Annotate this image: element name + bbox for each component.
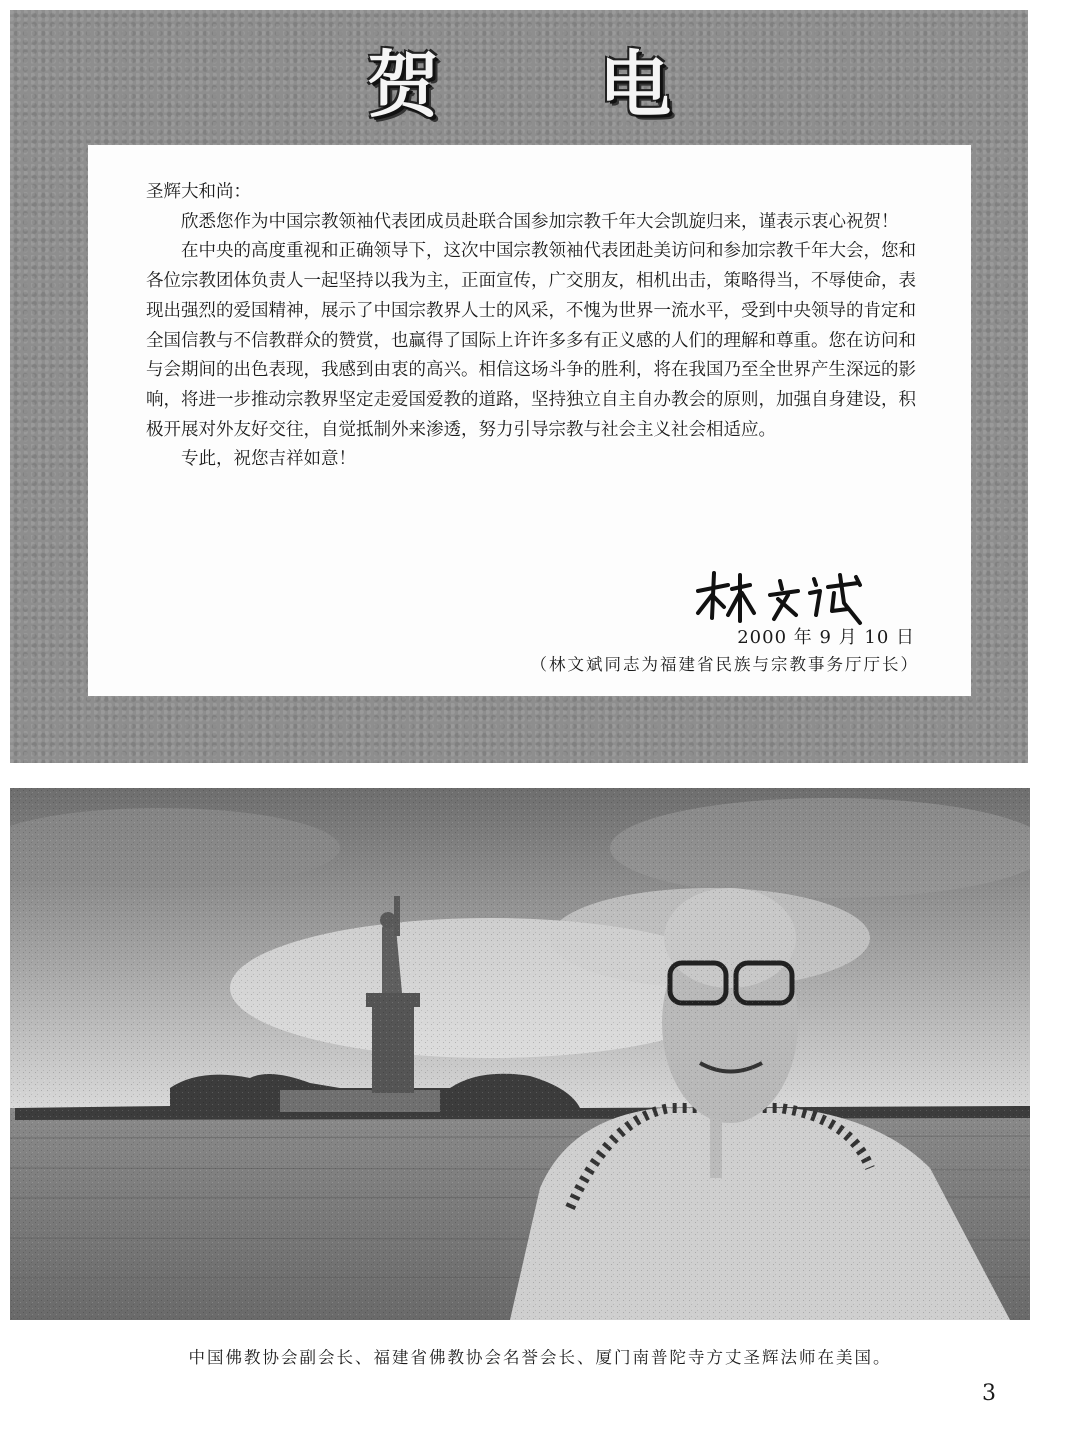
heading-char-he: 贺 [366,43,439,127]
letter-paragraph-3: 专此，祝您吉祥如意！ [181,449,356,470]
signer-note: （林文斌同志为福建省民族与宗教事务厅厅长） [530,655,919,674]
letter-salutation: 圣辉大和尚： [146,182,251,202]
letter-body [146,178,926,475]
photo-caption: 中国佛教协会副会长、福建省佛教协会名誉会长、厦门南普陀寺方丈圣辉法师在美国。 [188,1348,892,1367]
page-heading [10,43,1028,127]
heading-char-dian: 电 [599,43,672,127]
photo-statue-of-liberty-monk [10,788,1030,1320]
letter-date: 2000 年 9 月 10 日 [737,627,915,648]
letter-paragraph-1: 欣悉您作为中国宗教领袖代表团成员赴联合国参加宗教千年大会凯旋归来，谨表示衷心祝贺！ [181,211,899,232]
letter-card [88,145,971,696]
telegram-panel [10,10,1028,763]
page-number: 3 [982,1381,996,1406]
photo-illustration [10,788,1030,1320]
letter-paragraph-2: 在中央的高度重视和正确领导下，这次中国宗教领袖代表团赴美访问和参加宗教千年大会，您和各位宗教团体负责人一起坚持以我为主，正面宣传，广交朋友，相机出击，策略得当，不辱使命，表现出强烈的爱国精神，展示了中国宗教界人士的风采，不愧为世界一流水平，受到中央领导的肯定和全国信教与不信教群众的赞赏，也赢得了国际上许许多多有正义感的人们的理解和尊重。您在访问和与会期间的出色表现，我感到由衷的高兴。相信这场斗争的胜利，将在我国乃至全世界产生深远的影响，将进一步推动宗教界坚定走爱国爱教的道路，坚持独立自主自办教会的原则，加强自身建设，积极开展对外友好交往，自觉抵制外来渗透，努力引导宗教与社会主义社会相适应。 [146,241,916,440]
